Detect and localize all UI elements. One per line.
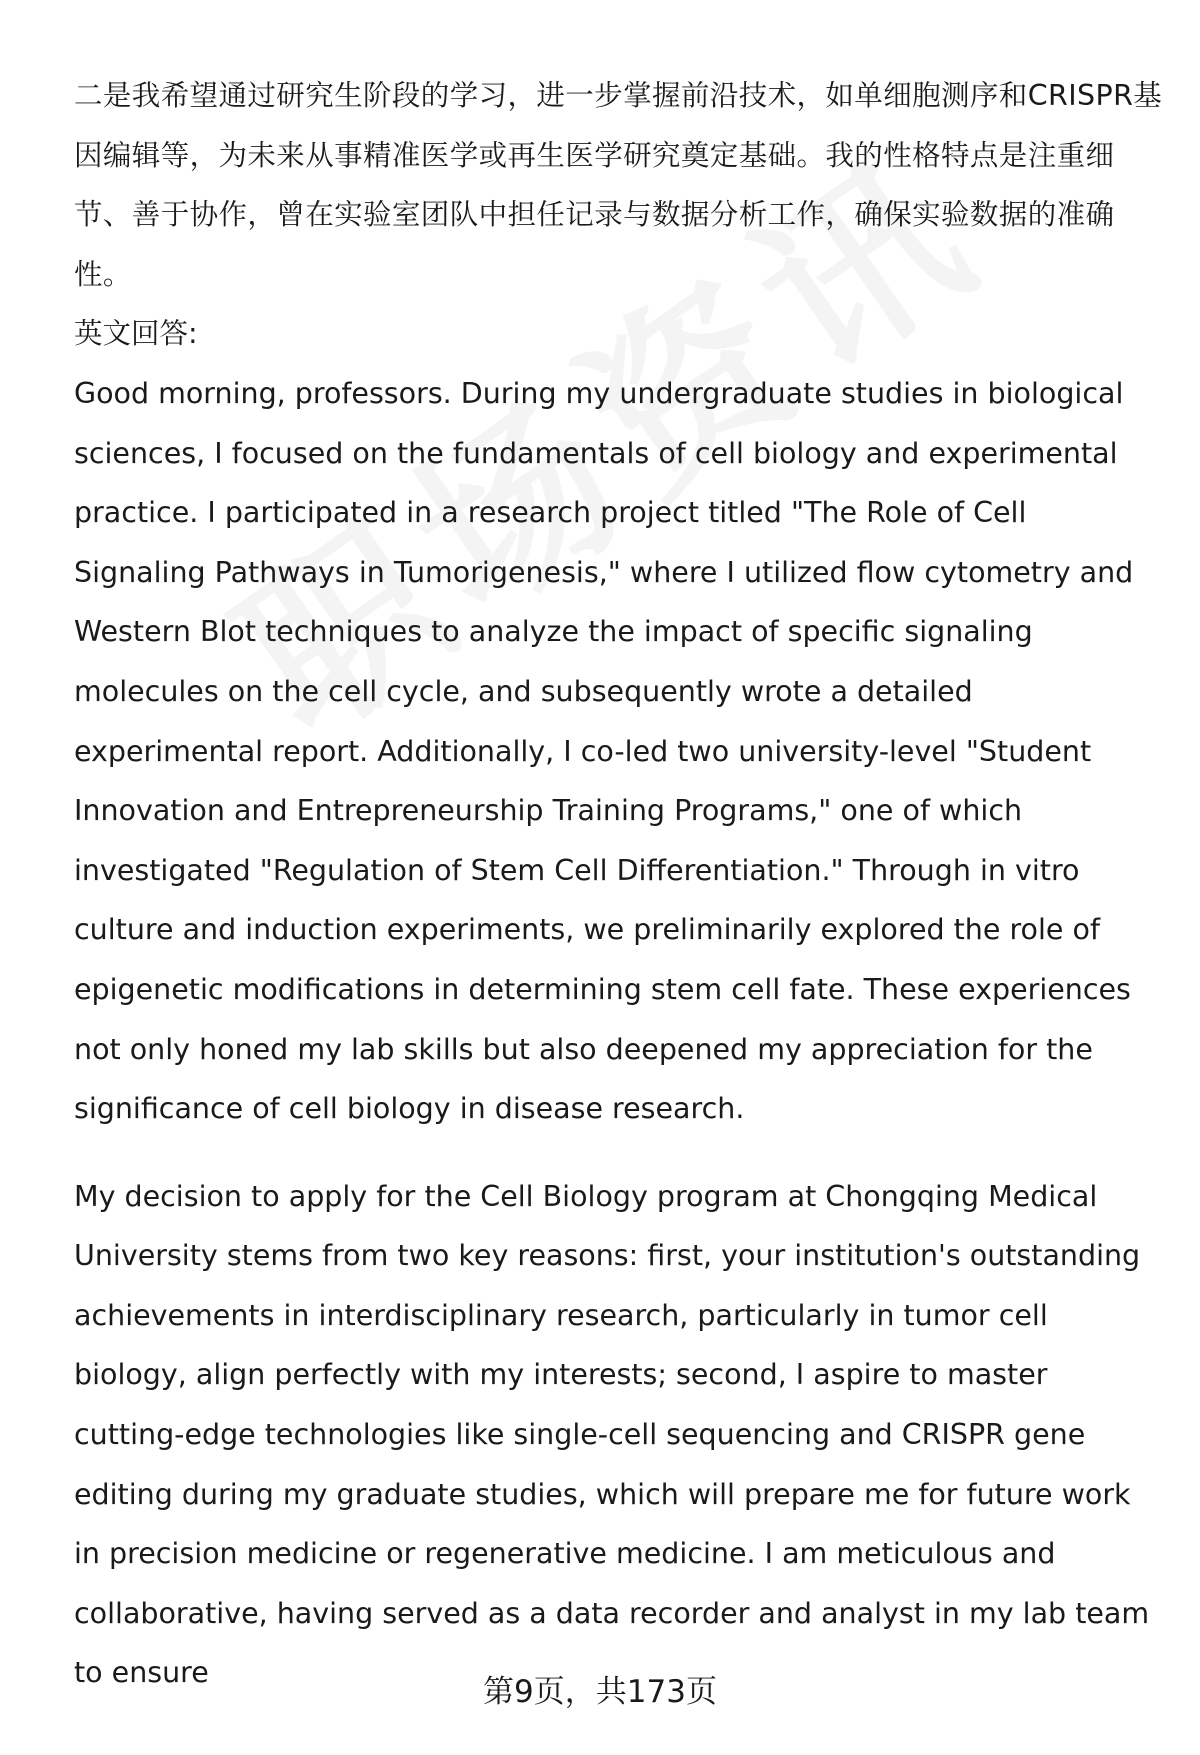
paragraph-english-2: My decision to apply for the Cell Biology program at Chongqing Medical University stems from two key reasons: first, your institution's outstanding achievements in interdisciplinary research, particularly in tumor cell biology, align perfectly with my interests; second, I aspire to master cutting-edge technologies like single-cell sequencing and CRISPR gene editing during my graduate studies, which will prepare me for future work in precision medicine or regenerative medicine. I am meticulous and collaborative, having served as a data recorder and analyst in my lab team to ensure: [74, 1179, 1150, 1690]
english-answer-label: 英文回答:: [74, 317, 198, 351]
paragraph-english-1: Good morning, professors. During my undergraduate studies in biological sciences, I focused on the fundamentals of cell biology and experimental practice. I participated in a research project titled "The Role of Cell Signaling Pathways in Tumorigenesis," where I utilized flow cytometry and Western Blot techniques to analyze the impact of specific signaling molecules on the cell cycle, and subsequently wrote a detailed experimental report. Additionally, I co-led two university-level "Student Innovation and Entrepreneurship Training Programs," one of which investigated "Regulation of Stem Cell Differentiation." Through in vitro culture and induction experiments, we preliminarily explored the role of epigenetic modifications in determining stem cell fate. These experiences not only honed my lab skills but also deepened my appreciation for the significance of cell biology in disease research.: [74, 376, 1134, 1126]
paragraph-chinese: 二是我希望通过研究生阶段的学习，进一步掌握前沿技术，如单细胞测序和CRISPR基因编辑等，为未来从事精准医学或再生医学研究奠定基础。我的性格特点是注重细节、善于协作，曾在实验室团队中担任记录与数据分析工作，确保实验数据的准确性。: [74, 79, 1163, 291]
document-body: [74, 66, 1164, 1703]
page-number: 第9页，共173页: [483, 1674, 717, 1710]
